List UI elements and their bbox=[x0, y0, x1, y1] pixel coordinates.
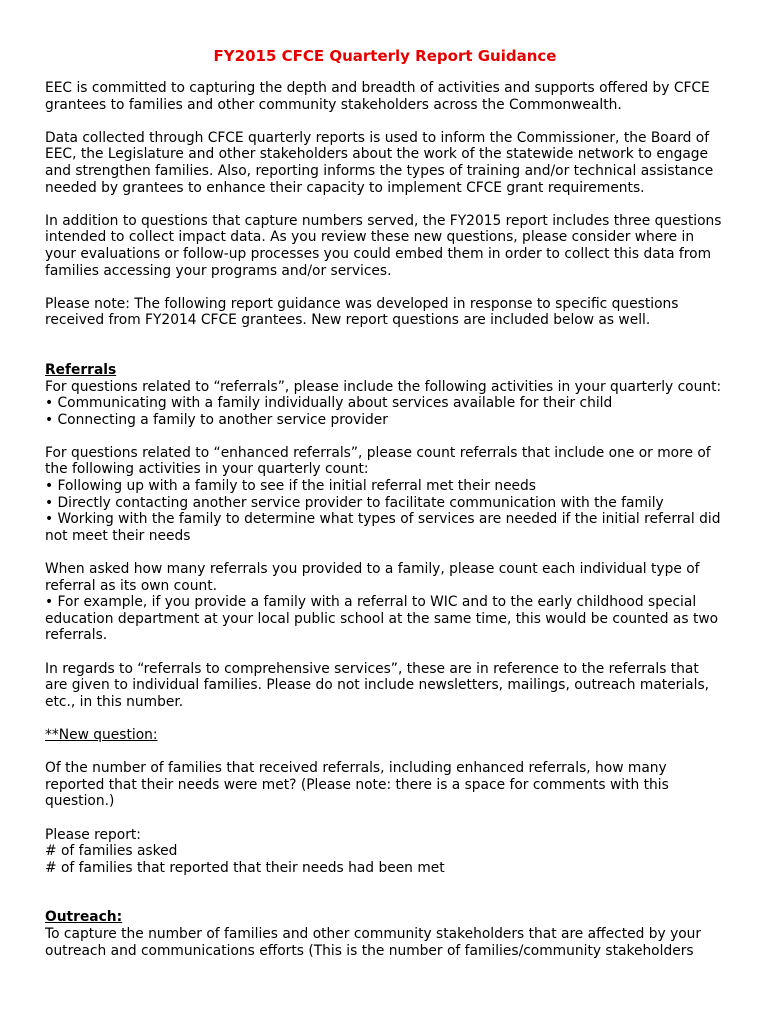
enhanced-referrals-intro: For questions related to “enhanced referrals”, please count referrals that include one or more of the following activities in your quarterly count: bbox=[45, 444, 711, 478]
enhanced-bullet-2: • Directly contacting another service provider to facilitate communication with the family bbox=[45, 494, 664, 511]
document-body bbox=[45, 47, 725, 959]
referrals-bullet-2: • Connecting a family to another service provider bbox=[45, 411, 388, 428]
report-item-2: # of families that reported that their needs had been met bbox=[45, 859, 445, 876]
enhanced-bullet-3: • Working with the family to determine what types of services are needed if the initial referral did not meet their needs bbox=[45, 511, 721, 544]
new-question-text: Of the number of families that received referrals, including enhanced referrals, how many reported that their needs were met? (Please note: there is a space for comments with this question.) bbox=[45, 760, 669, 810]
intro-paragraph-3: In addition to questions that capture numbers served, the FY2015 report includes three questions intended to collect impact data. As you review these new questions, please consider where in your evaluations or follow-up processes you could embed them in order to collect this data from families accessing your programs and/or services. bbox=[45, 212, 722, 279]
intro-paragraph-4: Please note: The following report guidance was developed in response to specific questions received from FY2014 CFCE grantees. New report questions are included below as well. bbox=[45, 295, 679, 329]
referrals-intro: For questions related to “referrals”, please include the following activities in your quarterly count: bbox=[45, 378, 722, 395]
outreach-text: To capture the number of families and other community stakeholders that are affected by your outreach and communications efforts (This is the number of families/community stakeholders bbox=[45, 925, 702, 959]
new-question-label bbox=[45, 727, 725, 744]
intro-paragraph-1: EEC is committed to capturing the depth and breadth of activities and supports offered by CFCE grantees to families and other community stakeholders across the Commonwealth. bbox=[45, 80, 710, 113]
referral-count-intro: When asked how many referrals you provided to a family, please count each individual type of referral as its own count. bbox=[45, 561, 700, 594]
page-title: FY2015 CFCE Quarterly Report Guidance bbox=[213, 47, 557, 65]
intro-paragraph-2: Data collected through CFCE quarterly reports is used to inform the Commissioner, the Board of EEC, the Legislature and other stakeholders about the work of the statewide network to engage and strengthen families. Also, reporting informs the types of training and/or technical assistance needed by grantees to enhance their capacity to implement CFCE grant requirements. bbox=[45, 129, 714, 196]
comprehensive-services-paragraph: In regards to “referrals to comprehensive services”, these are in reference to the referrals that are given to individual families. Please do not include newsletters, mailings, outreach materials, etc., in this number. bbox=[45, 660, 710, 710]
outreach-heading: Outreach: bbox=[45, 909, 123, 926]
report-label: Please report: bbox=[45, 826, 141, 843]
referrals-bullet-1: • Communicating with a family individually about services available for their child bbox=[45, 395, 613, 412]
enhanced-bullet-1: • Following up with a family to see if the initial referral met their needs bbox=[45, 478, 536, 495]
referral-count-example: • For example, if you provide a family with a referral to WIC and to the early childhood special education department at your local public school at the same time, this would be counted as two referrals. bbox=[45, 594, 719, 644]
report-item-1: # of families asked bbox=[45, 843, 178, 860]
new-question-label-text: **New question: bbox=[45, 726, 158, 743]
referrals-heading: Referrals bbox=[45, 361, 117, 378]
